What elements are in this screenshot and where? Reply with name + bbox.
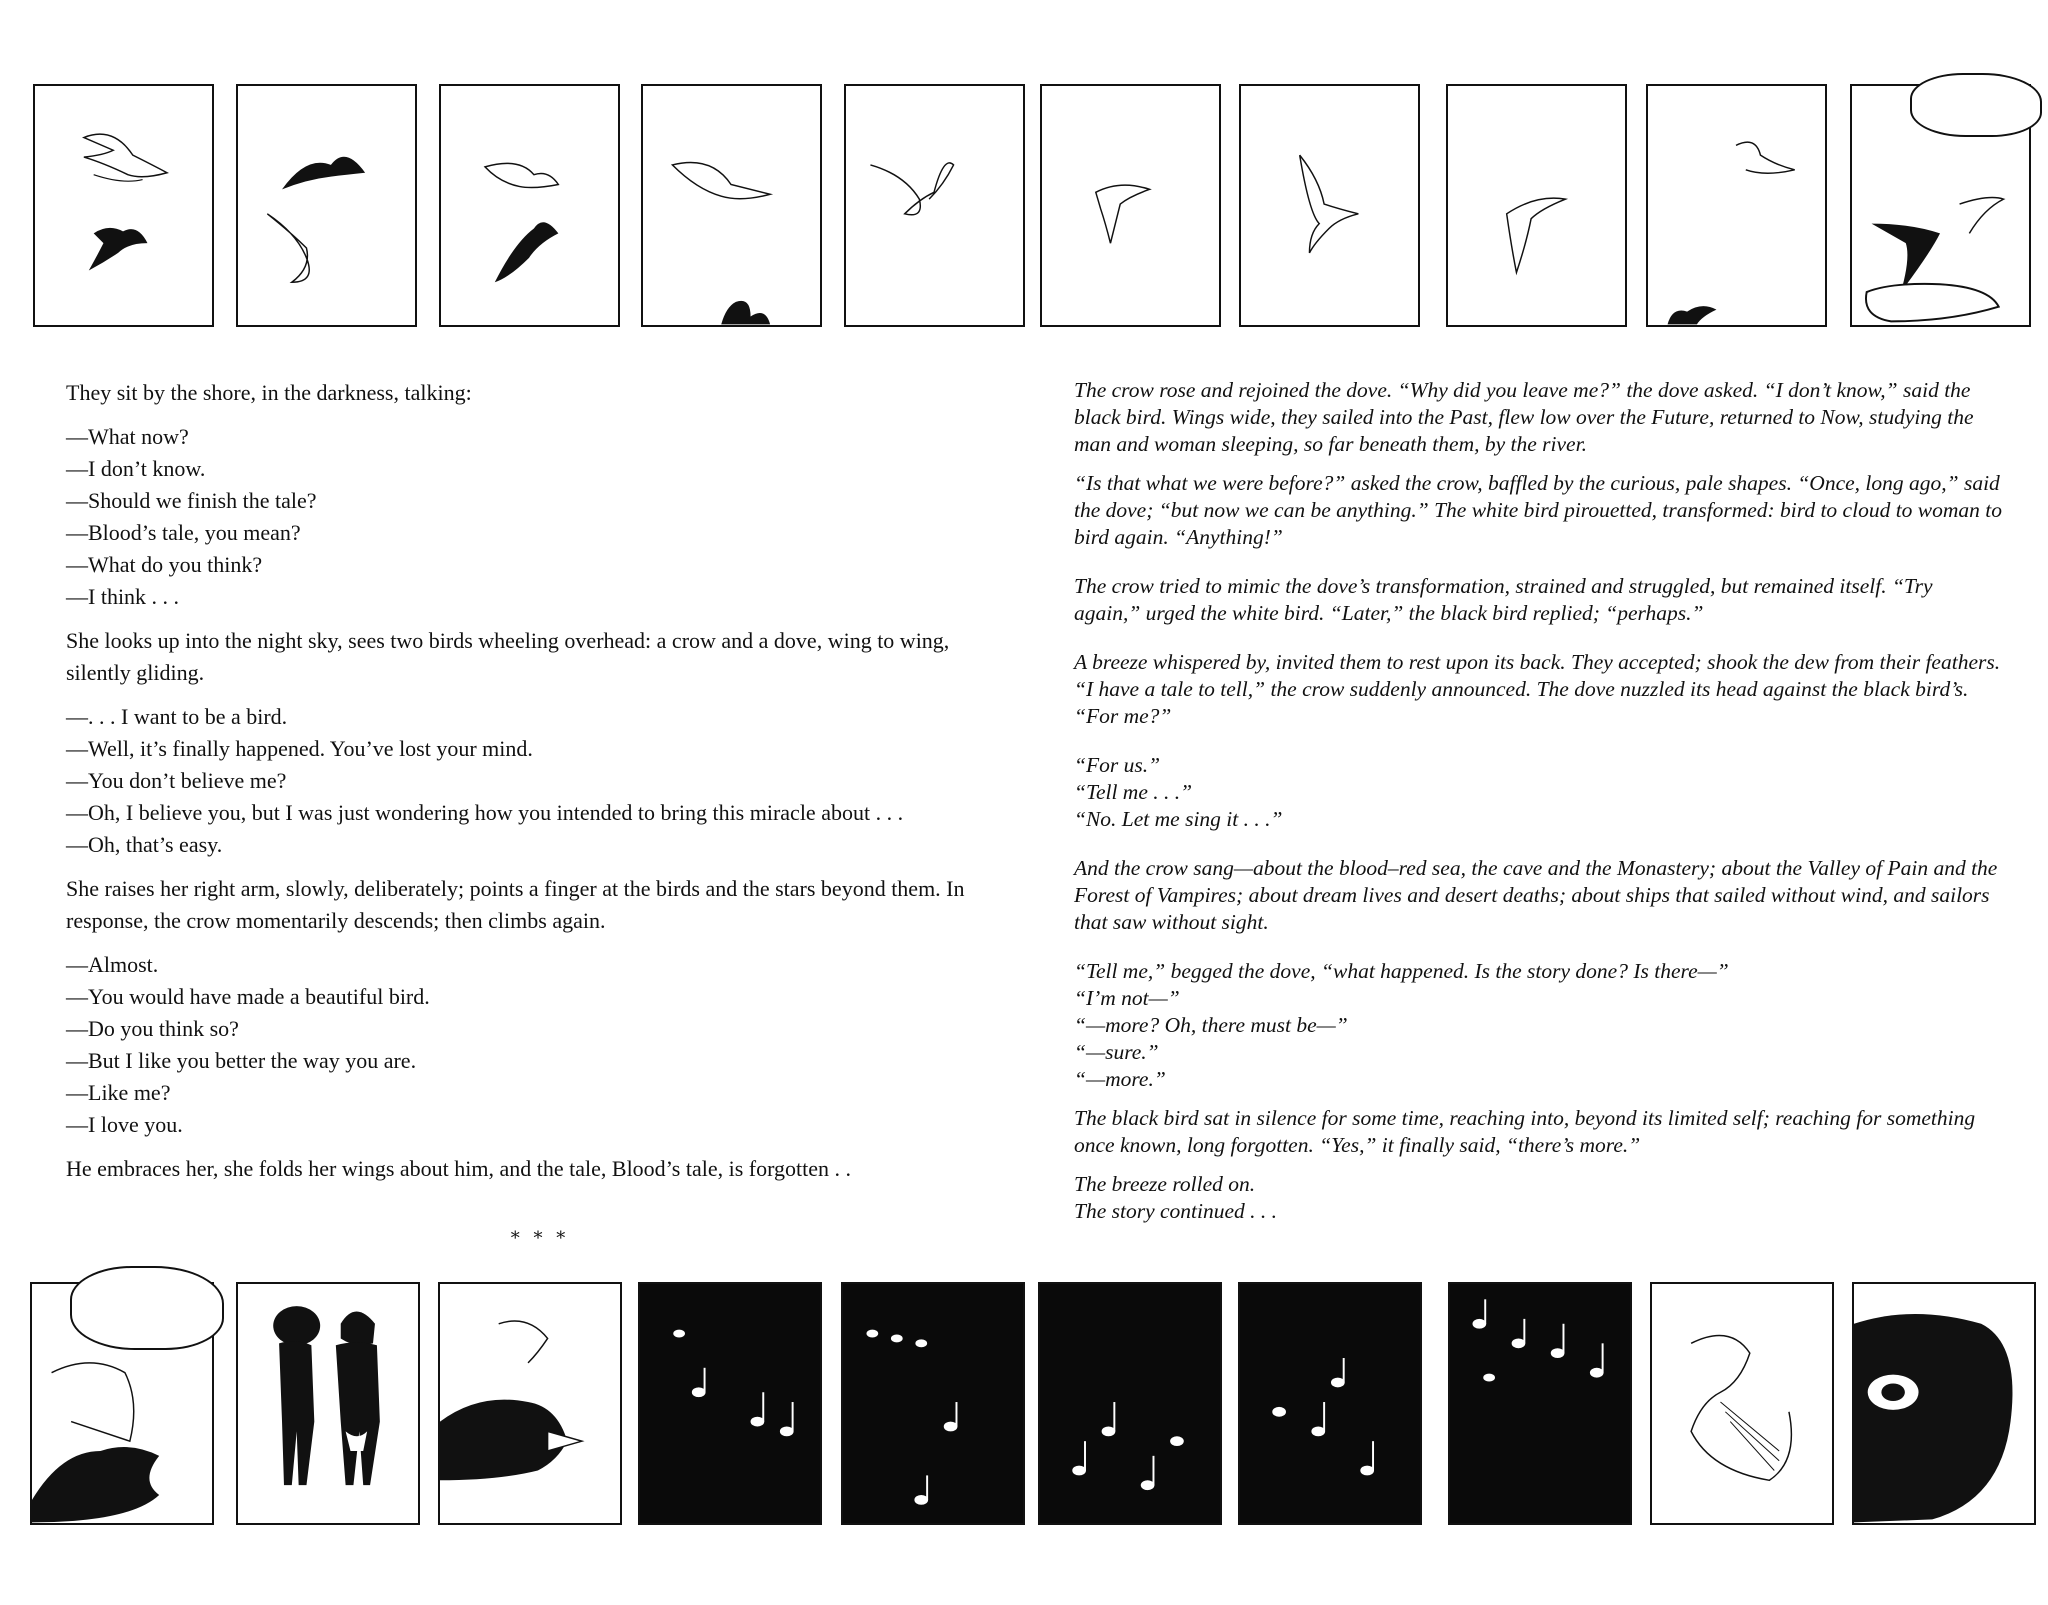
- music-notes-2: [843, 1284, 1023, 1523]
- dialogue-line: —What do you think?: [66, 552, 263, 577]
- music-notes-5: [1450, 1284, 1630, 1523]
- top-panel-strip: [0, 80, 2048, 330]
- dialogue-line: —You would have made a beautiful bird.: [66, 984, 430, 1009]
- dialogue-line: “No. Let me sing it . . .”: [1074, 807, 1283, 831]
- left-paragraph-1: She looks up into the night sky, sees two birds wheeling overhead: a crow and a dove, wing to wing, silently gliding.: [66, 628, 950, 685]
- dove-and-crow-drawing-4: [643, 86, 820, 325]
- bottom-panel-7: [1238, 1282, 1422, 1525]
- top-panel-9: [1646, 84, 1827, 327]
- top-panel-8: [1446, 84, 1627, 327]
- dove-listening: [1652, 1284, 1832, 1523]
- top-panel-6: [1040, 84, 1221, 327]
- left-closing: He embraces her, she folds her wings about him, and the tale, Blood’s tale, is forgotten . .: [66, 1156, 852, 1181]
- dialogue-line: —I think . . .: [66, 584, 180, 609]
- crow-singing: [440, 1284, 620, 1523]
- top-panel-5: [844, 84, 1025, 327]
- crow-and-dove-drawing: [238, 86, 415, 325]
- dialogue-line: —Oh, that’s easy.: [66, 832, 223, 857]
- right-paragraph-6: The black bird sat in silence for some time, reaching into, beyond its limited self; reaching for something once known, long forgotten. “Yes,” it finally said, “there’s more.”: [1074, 1106, 1976, 1157]
- top-panel-4: [641, 84, 822, 327]
- right-paragraph-3: The crow tried to mimic the dove’s transformation, strained and struggled, but remained itself. “Try again,” urged the white bird. “Later,” the black bird replied; “perhaps.”: [1074, 574, 1933, 625]
- dove-drawing-6: [1042, 86, 1219, 325]
- top-panel-7: [1239, 84, 1420, 327]
- dialogue-line: —I love you.: [66, 1112, 183, 1137]
- music-notes: [640, 1284, 820, 1523]
- crow-and-dove-drawing-9: [1648, 86, 1825, 325]
- dove-drawing-7: [1241, 86, 1418, 325]
- dialogue-line: “Tell me . . .”: [1074, 780, 1193, 804]
- music-notes-4: [1240, 1284, 1420, 1523]
- dove-drawing-8: [1448, 86, 1625, 325]
- dialogue-line: —What now?: [66, 424, 189, 449]
- right-paragraph-4: A breeze whispered by, invited them to rest upon its back. They accepted; shook the dew from their feathers. “I have a tale to tell,” the crow suddenly announced. The dove nuzzled its head against the black bird’s. “For me?”: [1074, 650, 2001, 728]
- dialogue-line: —Oh, I believe you, but I was just wondering how you intended to bring this miracle about . . .: [66, 800, 904, 825]
- right-paragraph-5: And the crow sang—about the blood–red sea, the cave and the Monastery; about the Valley of Pain and the Forest of Vampires; about dream lives and desert deaths; about ships that sailed without wind, and sailors that saw without sight.: [1074, 856, 1998, 934]
- dialogue-line: “For us.”: [1074, 753, 1161, 777]
- dialogue-line: —Like me?: [66, 1080, 171, 1105]
- bottom-panel-strip: [0, 1282, 2048, 1532]
- crow-eye-closeup: [1854, 1284, 2034, 1523]
- speech-bubble-top: [1910, 73, 2042, 137]
- music-notes-3: [1040, 1284, 1220, 1523]
- dialogue-line: —. . . I want to be a bird.: [66, 704, 288, 729]
- left-text-column: [66, 377, 1006, 1185]
- dove-drawing-5: [846, 86, 1023, 325]
- right-text-column: [1074, 377, 2004, 1225]
- dialogue-line: —You don’t believe me?: [66, 768, 287, 793]
- right-paragraph-1: The crow rose and rejoined the dove. “Why did you leave me?” the dove asked. “I don’t know,” said the black bird. Wings wide, they sailed into the Past, flew low over the Future, returned to Now, studying the man and woman sleeping, so far beneath them, by the river.: [1074, 378, 1974, 456]
- bottom-panel-5: [841, 1282, 1025, 1525]
- bottom-panel-4: [638, 1282, 822, 1525]
- dialogue-line: “Tell me,” begged the dove, “what happened. Is the story done? Is there—”: [1074, 959, 1729, 983]
- bottom-panel-10: [1852, 1282, 2036, 1525]
- bottom-panel-2: [236, 1282, 420, 1525]
- dialogue-line: “I’m not—”: [1074, 986, 1180, 1010]
- bottom-panel-3: [438, 1282, 622, 1525]
- dialogue-line: —Do you think so?: [66, 1016, 239, 1041]
- bottom-panel-6: [1038, 1282, 1222, 1525]
- left-intro: They sit by the shore, in the darkness, talking:: [66, 380, 472, 405]
- dialogue-line: —Well, it’s finally happened. You’ve lost your mind.: [66, 736, 533, 761]
- closing-line: The breeze rolled on.: [1074, 1172, 1256, 1196]
- right-paragraph-2: “Is that what we were before?” asked the crow, baffled by the curious, pale shapes. “Once, long ago,” said the dove; “but now we can be anything.” The white bird pirouetted, transformed: bird to cloud to woman to bird again. “Anything!”: [1074, 471, 2003, 549]
- top-panel-1: [33, 84, 214, 327]
- top-panel-2: [236, 84, 417, 327]
- section-break-asterisks: * * *: [510, 1228, 570, 1249]
- closing-line: The story continued . . .: [1074, 1199, 1278, 1223]
- dialogue-line: —Almost.: [66, 952, 159, 977]
- bottom-panel-8: [1448, 1282, 1632, 1525]
- dialogue-line: “—more? Oh, there must be—”: [1074, 1013, 1348, 1037]
- speech-bubble-bottom: [70, 1266, 224, 1350]
- top-panel-3: [439, 84, 620, 327]
- two-figures-silhouette: [238, 1284, 418, 1523]
- dialogue-line: “—more.”: [1074, 1067, 1166, 1091]
- dialogue-line: —Should we finish the tale?: [66, 488, 317, 513]
- bottom-panel-9: [1650, 1282, 1834, 1525]
- dialogue-line: —I don’t know.: [66, 456, 206, 481]
- dialogue-line: “—sure.”: [1074, 1040, 1159, 1064]
- dialogue-line: —But I like you better the way you are.: [66, 1048, 417, 1073]
- dialogue-line: —Blood’s tale, you mean?: [66, 520, 301, 545]
- left-paragraph-2: She raises her right arm, slowly, deliberately; points a finger at the birds and the stars beyond them. In response, the crow momentarily descends; then climbs again.: [66, 876, 965, 933]
- dove-and-crow-drawing: [35, 86, 212, 325]
- birds-drawing-3: [441, 86, 618, 325]
